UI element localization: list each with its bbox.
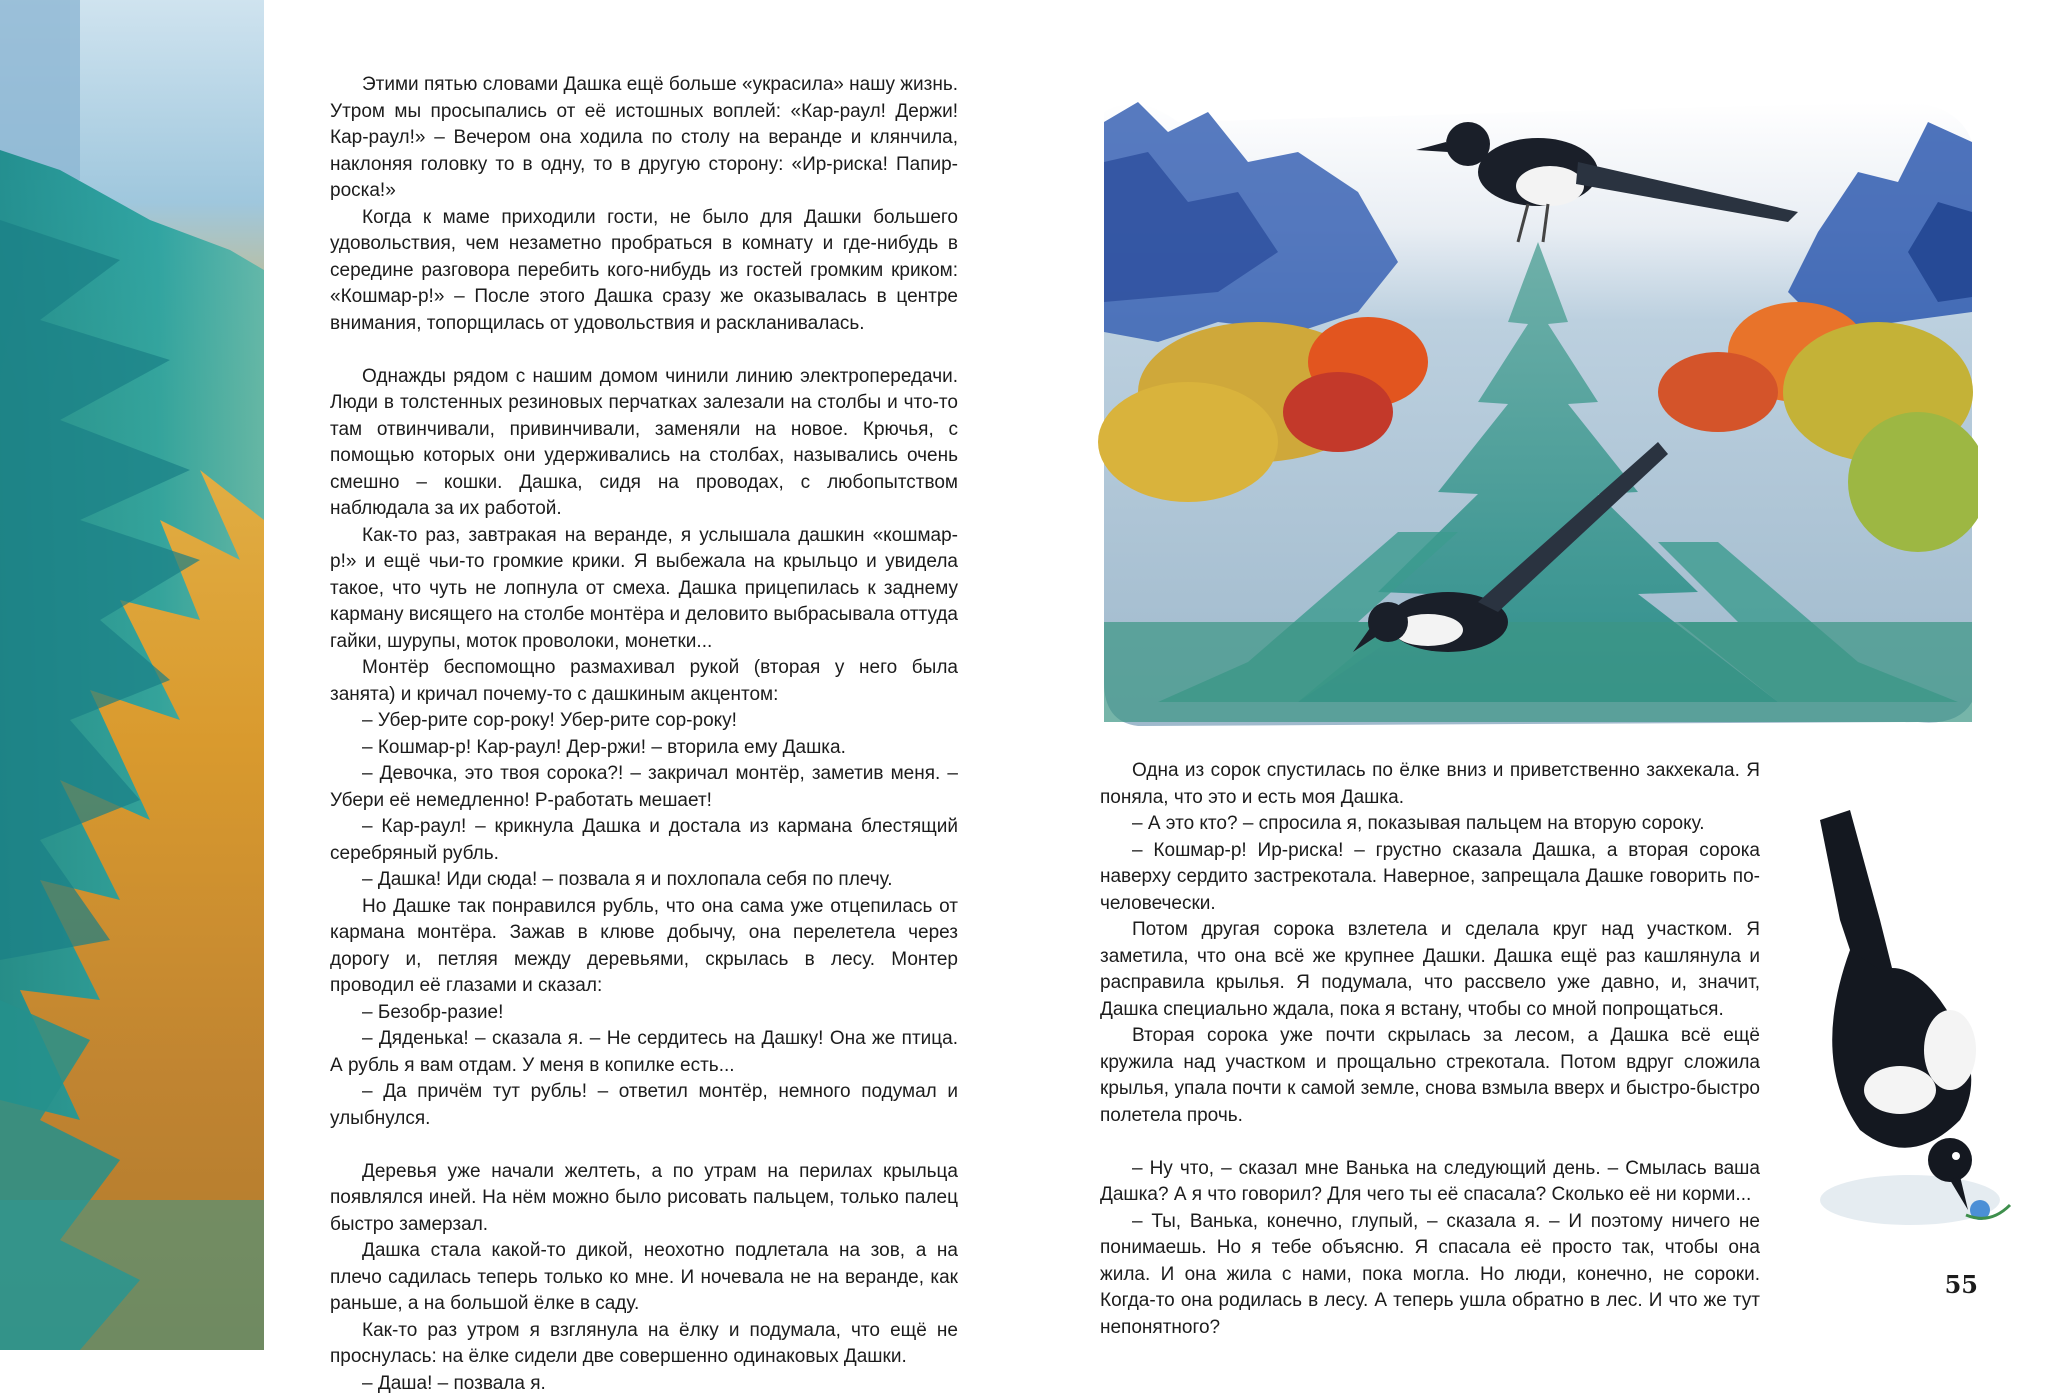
- paragraph: Однажды рядом с нашим домом чинили линию электропередачи. Люди в толстенных резиновых перчатках залезали на столбы и что-то там отвинчивали, привинчивали, заменяли на новое. Крючья, с помощью которых они удерживались на столбах, назывались очень смешно – кошки. Дашка, сидя на проводах, с любопытством наблюдала за их работой.: [330, 364, 958, 523]
- paragraph: Дашка стала какой-то дикой, неохотно подлетала на зов, а на плечо садилась теперь только ко мне. И ночевала не на веранде, как раньше, а на большой ёлке в саду.: [330, 1238, 958, 1318]
- magpies-on-spruce-illustration: [1098, 62, 1978, 726]
- page-number: 55: [1945, 1270, 1978, 1299]
- right-text-column: [1100, 758, 1760, 1341]
- dialog-line: – Дяденька! – сказала я. – Не сердитесь на Дашку! Она же птица. А рубль я вам отдам. У меня в копилке есть...: [330, 1026, 958, 1079]
- paragraph: Как-то раз, завтракая на веранде, я услышала дашкин «кошмар-р!» и ещё чьи-то громкие крики. Я выбежала на крыльцо и увидела такое, что чуть не лопнула от смеха. Дашка прицепилась к заднему карману висящего на столбе монтёра и деловито выбрасывала оттуда гайки, шурупы, моток проволоки, монетки...: [330, 523, 958, 656]
- dialog-line: – Безобр-разие!: [330, 1000, 958, 1027]
- section-gap: [1100, 1129, 1760, 1156]
- left-text-column: [330, 72, 958, 1397]
- dialog-line: – Да причём тут рубль! – ответил монтёр, немного подумал и улыбнулся.: [330, 1079, 958, 1132]
- paragraph: Потом другая сорока взлетела и сделала круг над участком. Я заметила, что она всё же крупнее Дашки. Дашка ещё раз кашлянула и расправила крылья. Я подумала, что рассвело уже давно, и, значит, Дашка специально ждала, пока я встану, чтобы со мной попрощаться.: [1100, 917, 1760, 1023]
- paragraph: Монтёр беспомощно размахивал рукой (вторая у него была занята) и кричал почему-то с дашкиным акцентом:: [330, 655, 958, 708]
- dialog-line: – Даша! – позвала я.: [330, 1371, 958, 1397]
- paragraph: Этими пятью словами Дашка ещё больше «украсила» нашу жизнь. Утром мы просыпались от её истошных воплей: «Кар-раул! Держи! Кар-раул!» – Вечером она ходила по столу на веранде и клянчила, наклоняя головку то в одну, то в другую сторону: «Ир-риска! Папир-роска!»: [330, 72, 958, 205]
- paragraph: Одна из сорок спустилась по ёлке вниз и приветственно закхекала. Я поняла, что это и есть моя Дашка.: [1100, 758, 1760, 811]
- dialog-line: – Кошмар-р! Ир-риска! – грустно сказала Дашка, а вторая сорока наверху сердито застрекотала. Наверное, запрещала Дашке говорить по-человечески.: [1100, 838, 1760, 918]
- dialog-line: – Ну что, – сказал мне Ванька на следующий день. – Смылась ваша Дашка? А я что говорил? Для чего ты её спасала? Сколько её ни корми...: [1100, 1156, 1760, 1209]
- dialog-line: – А это кто? – спросила я, показывая пальцем на вторую сороку.: [1100, 811, 1760, 838]
- dialog-line: – Кар-раул! – крикнула Дашка и достала из кармана блестящий серебряный рубль.: [330, 814, 958, 867]
- section-gap: [330, 337, 958, 364]
- paragraph: Но Дашке так понравился рубль, что она сама уже отцепилась от кармана монтёра. Зажав в клюве добычу, она перелетела через дорогу и, петляя между деревьями, скрылась в лесу. Монтер проводил её глазами и сказал:: [330, 894, 958, 1000]
- dialog-line: – Дашка! Иди сюда! – позвала я и похлопала себя по плечу.: [330, 867, 958, 894]
- magpie-flying-illustration: [1790, 800, 2040, 1240]
- dialog-line: – Ты, Ванька, конечно, глупый, – сказала я. – И поэтому ничего не понимаешь. Но я тебе объясню. Я спасала её просто так, чтобы она жила. И она жила с нами, пока могла. Но люди, конечно, не сороки. Когда-то она родилась в лесу. А теперь ушла обратно в лес. И что же тут непонятного?: [1100, 1209, 1760, 1342]
- spruce-edge-illustration: [0, 0, 264, 1350]
- dialog-line: – Убер-рите сор-року! Убер-рите сор-року!: [330, 708, 958, 735]
- paragraph: Вторая сорока уже почти скрылась за лесом, а Дашка всё ещё кружила над участком и прощально стрекотала. Потом вдруг сложила крылья, упала почти к самой земле, снова взмыла вверх и быстро-быстро полетела прочь.: [1100, 1023, 1760, 1129]
- paragraph: Как-то раз утром я взглянула на ёлку и подумала, что ещё не проснулась: на ёлке сидели две совершенно одинаковых Дашки.: [330, 1318, 958, 1371]
- section-gap: [330, 1132, 958, 1159]
- paragraph: Когда к маме приходили гости, не было для Дашки большего удовольствия, чем незаметно пробраться в комнату и где-нибудь в середине разговора перебить кого-нибудь из гостей громким криком: «Кошмар-р!» – После этого Дашка сразу же оказывалась в центре внимания, топорщилась от удовольствия и раскланивалась.: [330, 205, 958, 338]
- dialog-line: – Девочка, это твоя сорока?! – закричал монтёр, заметив меня. – Убери её немедленно! Р-работать мешает!: [330, 761, 958, 814]
- dialog-line: – Кошмар-р! Кар-раул! Дер-ржи! – вторила ему Дашка.: [330, 735, 958, 762]
- paragraph: Деревья уже начали желтеть, а по утрам на перилах крыльца появлялся иней. На нём можно было рисовать пальцем, только палец быстро замерзал.: [330, 1159, 958, 1239]
